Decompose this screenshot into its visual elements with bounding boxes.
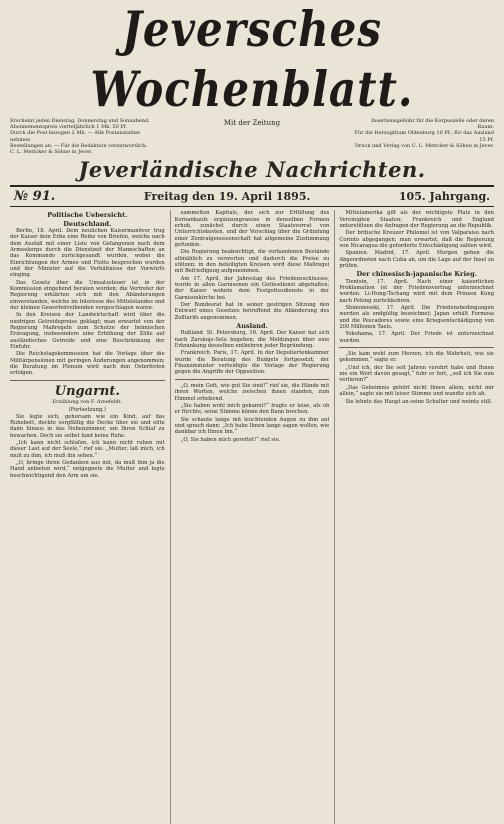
feuilleton-title: Ungarnt. [54, 383, 120, 399]
issue-date: Freitag den 19. April 1895. [143, 190, 311, 204]
article-columns [10, 210, 494, 824]
article-paragraph: Mittelamerika gilt als der wichtigste Platz in den Vereinigten Staaten; Frankreich und England unterstützen die Anfragen der Regierung an die Republik. [339, 210, 495, 229]
masthead-subhead [10, 118, 494, 155]
story-paragraph: „Sie haben wohl mich gekannt?“ fragte er leise, als ob er fürchte, seine Stimme könne den Bann brechen. [174, 402, 330, 416]
column-1 [10, 210, 165, 824]
article-paragraph: Shimonoseki, 17. April. Die Friedensbedingungen werden als endgültig bezeichnet; Japan erhält Formosa und die Pescadores sowie eine Kriegsentschädigung von 200 Millionen Taels. [339, 305, 495, 331]
story-paragraph: „Ich kann nicht schlafen, ich kann nicht ruhen mit dieser Last auf der Seele,“ rief sie. „Mutter, laß mich, ich muß zu ihm, ich muß ihn sehen.“ [10, 439, 165, 459]
article-paragraph: Berlin, 18. April. Dem neulichen Kaisermanöver trug der Kaiser dem Erbe eine Reihe von Briefen, welche nach dem Ausfall mit einer Liste von Gefangenen nach dem Armeekorps durch die Dienstzeit der Mannschaften an das Kommando zurückgesandt wurden, wobei die Einrichtungen der Armee und Flotte besprochen wurden und der Minister auf die Verhältnisse der Vorwürfe einging. [10, 227, 165, 279]
column-3 [334, 210, 494, 824]
section-heading: Politische Uebersicht. [47, 211, 128, 220]
article-paragraph: Rußland. St. Petersburg, 16. April. Der Kaiser hat sich nach Zarskoje-Selo begeben; die Meldungen über eine Erkrankung desselben entbehren jeder Begründung. [174, 330, 330, 350]
article-paragraph: In den Kreisen der Landwirtschaft wird über die niedrigen Getreidepreise geklagt; man erwartet von der Regierung Maßregeln zum Schutze der heimischen Erzeugung, insbesondere eine Erhöhung der Zölle auf ausländisches Getreide und eine Beschränkung der Einfuhr. [10, 312, 165, 351]
feuilleton-divider [339, 347, 494, 348]
subsection-heading: Deutschland. [63, 219, 112, 228]
article-paragraph: Die Reichstagskommission hat die Vorlage über die Militärpensionen mit geringen Änderungen angenommen; die Beratung im Plenum wird nach den Osterferien erfolgen. [10, 351, 165, 377]
article-paragraph: Yokohama, 17. April. Der Friede ist unterzeichnet worden. [339, 331, 495, 344]
article-paragraph: Tientsin, 17. April. Nach einer kaiserlichen Proklamation ist der Friedensvertrag unterzeichnet worden. Li-Hung-Tschang wird mit dem Prinzen Kung nach Peking zurückkehren. [339, 278, 495, 304]
article-paragraph: Der britische Kreuzer Philomel ist von Valparaiso nach Corinto abgegangen; man erwartet, daß die Regierung von Nicaragua die geforderte Entschädigung zahlen wird. [339, 230, 495, 249]
article-paragraph: Die Regierung beabsichtigt, die vorhandenen Bestände allmählich zu verwerten und dadurch die Preise zu stützen; in den beteiligten Kreisen wird diese Maßregel mit Befriedigung aufgenommen. [174, 249, 330, 275]
article-paragraph: Der Bundesrat hat in seiner gestrigen Sitzung den Entwurf eines Gesetzes betreffend die Abänderung des Zolltarifs angenommen. [174, 302, 330, 321]
article-paragraph: Am 17. April, der Jahrestag des Friedensschlusses, wurde in allen Garnisonen ein Gottesdienst abgehalten; der Kaiser wohnte dem Festgottesdienste in der Garnisonkirche bei. [174, 275, 330, 301]
subhead-left: Erscheint jeden Dienstag, Donnerstag und Sonnabend. Abonnementspreis vierteljährlich 1 Mk. 50 Pf. Durch die Post bezogen 2 Mk. — Alle Postanstalten nehmen Bestellungen an. — Für die Redaktion verantwortlich: C. L. Mettcker & Söhne in Jever. [10, 118, 150, 156]
volume-year: 105. Jahrgang. [398, 190, 490, 204]
feuilleton-divider [10, 380, 165, 381]
story-paragraph: „O, bringe ihren Gedanken aus mit, da muß ihm ja die Hand anbieten wird,“ entgegnete die Mutter und legte beschwichtigend den Arm um sie. [10, 459, 165, 479]
feuilleton-author: Erzählung von F. Arnefeldt. [52, 398, 123, 405]
masthead-title: Jeversches Wochenblatt. [90, 1, 414, 118]
article-paragraph: sammelten Kapitals, der sich zur Erfüllung des Kornankaufs ergänzungsweise in denselben Formen erhob, zunächst durch einen Staatsvorrat von Unterrichtskosten, und der Vorschlag über die Gründung einer Zentralgenossenschaft hat allgemeine Zustimmung gefunden. [174, 210, 330, 248]
subhead-right: Insertionsgebühr für die Korpuszeile oder deren Raum: Für die Herzogthum Oldenburg 10 Pf., für das Ausland 15 Pf. Druck und Verlag von C. L. Mettcker & Söhne in Jever. [354, 118, 494, 149]
supplement-title: Jeverländische Nachrichten. [78, 157, 426, 183]
dateline [10, 185, 494, 207]
column-2 [170, 210, 330, 824]
section-heading: Der chinesisch-japanische Krieg. [356, 270, 477, 279]
section-heading: Ausland. [236, 322, 268, 331]
feuilleton-divider [175, 379, 330, 380]
story-paragraph: „O, mein Gott, wie gut Sie sind!“ rief sie, die Hände mit ihren Worten, welche zwischen ihnen standen, zum Himmel erhebend. [174, 382, 330, 402]
story-paragraph: „Das Geheimnis gehört nicht Ihnen allein, nicht mir allein,“ sagte sie mit leiser Stimme und wandte sich ab. [339, 384, 495, 398]
story-paragraph: „O, Sie haben mich gerettet!“ rief sie. [180, 436, 281, 443]
story-paragraph: Sie lehnte das Haupt an seine Schulter und weinte still. [345, 398, 493, 405]
story-paragraph: Sie schaute lange mit leuchtenden Augen zu ihm auf und sprach dann: „Ich habe Ihnen lange sagen wollen, wie dankbar ich Ihnen bin.“ [174, 416, 330, 436]
article-paragraph: Das Gesetz über die Umsatzsteuer ist in der Kommission eingehend beraten worden; die Vertreter der Regierung erklärten sich mit den Abänderungen einverstanden, welche im Interesse des Mittelstandes und der kleinen Gewerbetreibenden vorgeschlagen waren. [10, 279, 165, 312]
subhead-middle: Mit der Zeitung [223, 119, 281, 127]
story-paragraph: „Sie kam wohl zum Herzen, ich die Wahrheit, wie sie gekommen,“ sagte er. [339, 351, 495, 364]
article-paragraph: Frankreich. Paris, 17. April. In der Deputiertenkammer wurde die Beratung des Budgets fortgesetzt; der Finanzminister verteidigte die Vorlage der Regierung gegen die Angriffe der Opposition. [174, 350, 330, 376]
story-paragraph: „Und ich, der Sie seit Jahren verehrt habe und Ihnen nie ein Wort davon gesagt,“ fuhr er fort, „soll ich Sie nun verlieren?“ [339, 364, 495, 384]
issue-number: № 91. [14, 189, 56, 205]
feuilleton-continuation: (Fortsetzung.) [68, 407, 106, 414]
article-paragraph: Spanien. Madrid, 17. April. Morgen gehen die Abgeordneten nach Cuba ab, um die Lage auf der Insel zu prüfen. [339, 250, 495, 269]
story-paragraph: Sie legte sich, gehorsam wie ein Kind, auf das Ruhebett, deckte sorgfältig die Decke über sie und eilte dann hinaus in das Nebenzimmer, um Ihren Schlaf zu bewachen. Doch sie selbst fand keine Ruhe. [10, 413, 165, 439]
